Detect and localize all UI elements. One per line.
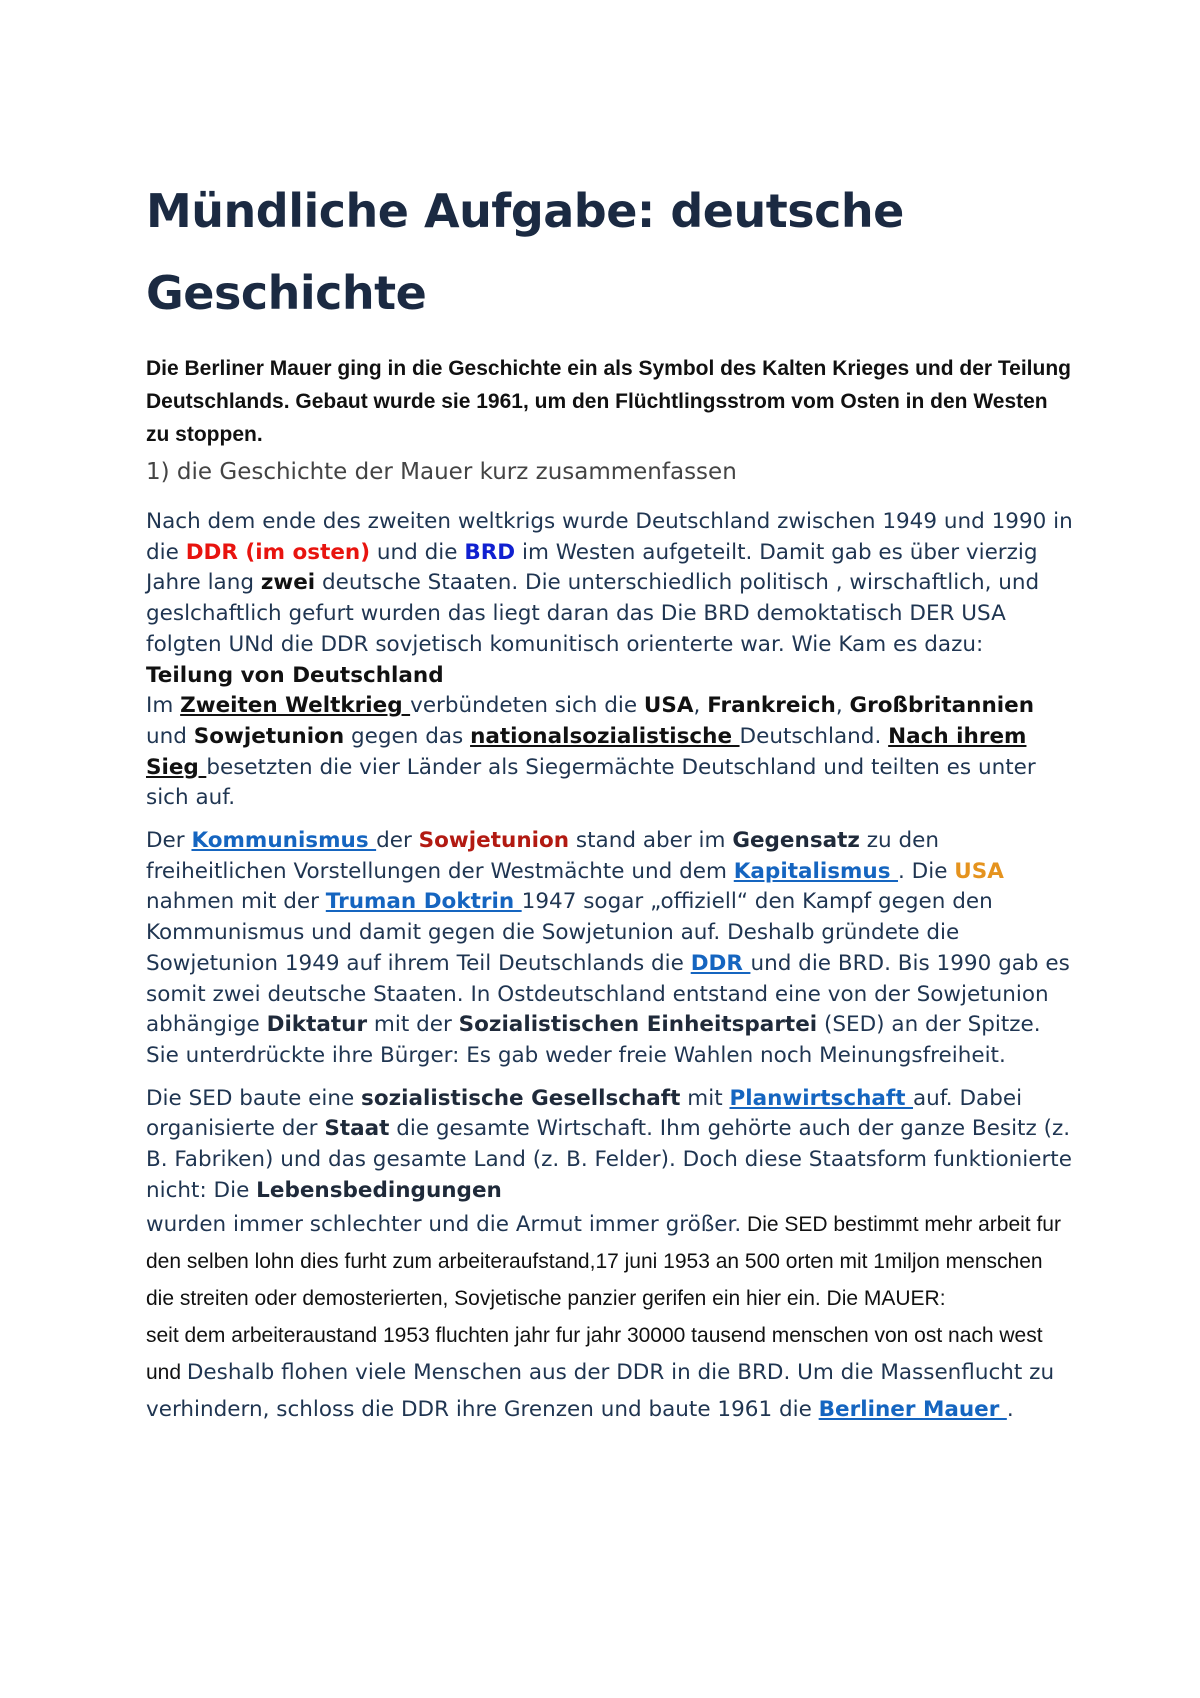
intro-paragraph: Die Berliner Mauer ging in die Geschichte ein als Symbol des Kalten Krieges und der Teilung Deutschlands. Gebaut wurde sie 1961, um den Flüchtlingsstrom vom Osten in den Westen zu stoppen.	[146, 357, 1071, 446]
link-kommunismus[interactable]: Kommunismus	[191, 828, 377, 854]
usa-highlight: USA	[954, 858, 1004, 884]
bold-zwei: zwei	[260, 570, 316, 596]
text: 1947 sogar „offiziell“ den Kampf gegen den Kommunismus und damit gegen die Sowjetunion auf. Deshalb gründete die Sowjetunion 1949 auf ihrem Teil Deutschlands die	[146, 889, 993, 976]
bold-diktatur: Diktatur	[266, 1012, 368, 1038]
text: im Westen aufgeteilt. Damit gab es über vierzig Jahre lang	[146, 539, 1038, 596]
paragraph-sed	[146, 1084, 1076, 1207]
text: der	[376, 828, 419, 854]
link-planwirtschaft[interactable]: Planwirtschaft	[729, 1085, 913, 1111]
text: Die SED baute eine	[146, 1085, 362, 1111]
underlined-nationalsozialistische: nationalsozialistische	[470, 723, 740, 749]
text: mit der	[367, 1012, 459, 1038]
student-text-flight: seit dem arbeiteraustand 1953 fluchten jahr fur jahr 30000 tausend menschen von ost nach west und	[146, 1324, 1043, 1385]
bold-grossbritannien: Großbritannien	[849, 693, 1035, 719]
link-berliner-mauer[interactable]: Berliner Mauer	[818, 1397, 1007, 1423]
underlined-weltkrieg: Zweiten Weltkrieg	[180, 693, 411, 719]
text: Deutschland.	[739, 723, 889, 749]
bold-frankreich: Frankreich	[707, 693, 836, 719]
text: und die	[370, 539, 465, 565]
text: besetzten die vier Länder als Siegermächte Deutschland und teilten es unter sich auf.	[146, 754, 1036, 811]
text: ,	[693, 693, 708, 719]
document-page	[146, 170, 1076, 1428]
paragraph-division	[146, 507, 1076, 814]
text: . Die	[898, 858, 955, 884]
bold-usa: USA	[643, 693, 694, 719]
bold-staat: Staat	[324, 1116, 390, 1142]
text: stand aber im	[569, 828, 733, 854]
underlined-sieg: Nach ihrem Sieg	[146, 723, 1027, 780]
task-heading: 1) die Geschichte der Mauer kurz zusammenfassen	[146, 459, 737, 485]
bold-sed-full: Sozialistischen Einheitspartei	[458, 1012, 818, 1038]
paragraph-uprising	[146, 1206, 1076, 1428]
bold-teilung: Teilung von Deutschland	[146, 662, 444, 688]
ddr-east-highlight: DDR (im osten)	[185, 539, 371, 565]
document-title	[146, 170, 1076, 334]
text: Nach dem ende des zweiten weltkrigs wurde Deutschland zwischen 1949 und 1990 in die	[146, 509, 1073, 565]
text: Der	[146, 828, 192, 854]
link-truman-doktrin[interactable]: Truman Doktrin	[325, 889, 522, 915]
sowjetunion-highlight: Sowjetunion	[418, 828, 570, 854]
text: Deshalb flohen viele Menschen aus der DDR in die BRD. Um die Massenflucht zu verhindern, schloss die DDR ihre Grenzen und baute 1961 die	[146, 1360, 1055, 1423]
bold-sowjetunion: Sowjetunion	[193, 723, 345, 749]
text: ,	[835, 693, 850, 719]
student-text-uprising: Die SED bestimmt mehr arbeit fur den selben lohn dies furht zum arbeiteraufstand,17 juni 1953 an 500 orten mit 1miljon menschen die streiten oder demosterierten, Sovjetische panzier gerifen ein hier ein. Die MAUER:	[146, 1213, 1061, 1311]
paragraph-cold-war	[146, 826, 1076, 1072]
text: .	[1006, 1397, 1014, 1423]
text: Im	[146, 693, 181, 719]
text: (SED) an der Spitze. Sie unterdrückte ihre Bürger: Es gab weder freie Wahlen noch Meinungsfreiheit.	[146, 1012, 1041, 1068]
brd-highlight: BRD	[464, 539, 516, 565]
text: zu den freiheitlichen Vorstellungen der Westmächte und dem	[146, 828, 940, 884]
text: deutsche Staaten. Die unterschiedlich politisch , wirschaftlich, und geslchaftlich gefurt wurden das liegt daran das Die BRD demoktatisch DER USA folgten UNd die DDR sovjetisch komunitisch orienterte war. Wie Kam es dazu:	[146, 570, 1040, 657]
text: wurden immer schlechter und die Armut immer größer.	[146, 1212, 742, 1238]
text: mit	[680, 1085, 730, 1111]
text: und die BRD. Bis 1990 gab es somit zwei deutsche Staaten. In Ostdeutschland entstand eine von der Sowjetunion abhängige	[146, 950, 1070, 1038]
link-kapitalismus[interactable]: Kapitalismus	[733, 858, 899, 884]
title-line-2: Geschichte	[146, 266, 427, 320]
text: nahmen mit der	[146, 889, 326, 915]
text: und	[146, 723, 194, 749]
bold-gesellschaft: sozialistische Gesellschaft	[361, 1085, 681, 1111]
text: die gesamte Wirtschaft. Ihm gehörte auch der ganze Besitz (z. B. Fabriken) und das gesamte Land (z. B. Felder). Doch diese Staatsform funktionierte nicht: Die	[146, 1116, 1072, 1203]
title-line-1: Mündliche Aufgabe: deutsche	[146, 184, 904, 238]
text: gegen das	[344, 723, 471, 749]
text: auf. Dabei organisierte der	[146, 1085, 1023, 1142]
bold-gegensatz: Gegensatz	[732, 828, 860, 854]
text: verbündeten sich die	[410, 693, 644, 719]
bold-lebensbedingungen: Lebensbedingungen	[256, 1177, 502, 1203]
link-ddr[interactable]: DDR	[690, 950, 751, 976]
